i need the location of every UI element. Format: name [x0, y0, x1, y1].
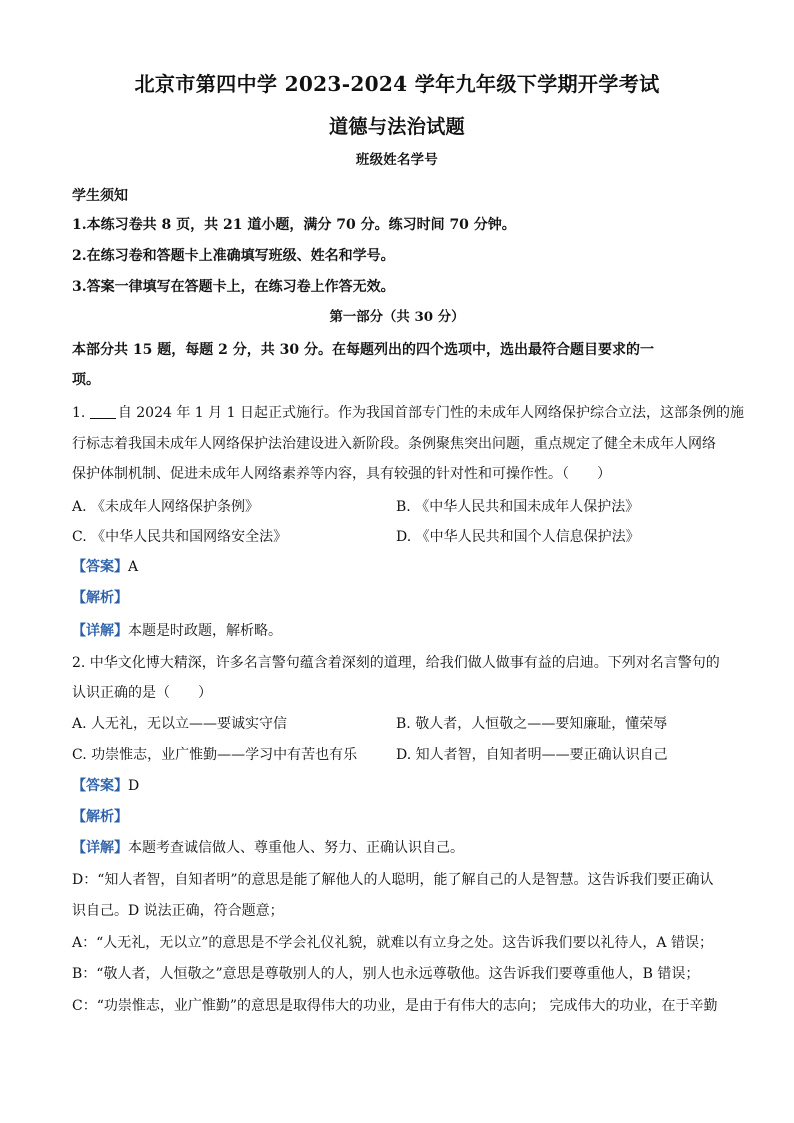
detail-tag: 【详解】: [72, 623, 128, 639]
question-1-line: 行标志着我国未成年人网络保护法治建设进入新阶段。条例聚焦突出问题，重点规定了健全未成年人网络: [72, 436, 716, 452]
answer-value: D: [128, 778, 140, 794]
q2-option-c: C. 功崇惟志，业广惟勤——学习中有苦也有乐: [72, 747, 358, 763]
q1-answer: [72, 556, 732, 576]
q1-option-b: B. 《中华人民共和国未成年人保护法》: [396, 499, 640, 515]
notice-heading: 学生须知: [72, 188, 128, 204]
question-1-line: 自 2024 年 1 月 1 日起正式施行。作为我国首部专门性的未成年人网络保护综合立法，这部条例的施: [117, 405, 744, 421]
q2-detail: [72, 837, 732, 857]
question-1-line: 保护体制机制、促进未成年人网络素养等内容，具有较强的针对性和可操作性。（ ）: [72, 466, 611, 482]
q1-detail: [72, 620, 732, 640]
q2-explanation: D：“知人者智，自知者明”的意思是能了解他人的人聪明，能了解自己的人是智慧。这告诉我们要正确认: [72, 872, 714, 888]
answer-value: A: [128, 559, 139, 575]
q2-option-d: D. 知人者智，自知者明——要正确认识自己: [396, 747, 668, 763]
part-instructions: 本部分共 15 题，每题 2 分，共 30 分。在每题列出的四个选项中，选出最符合题目要求的一: [72, 342, 654, 358]
exam-subtitle: 道德与法治试题: [329, 115, 465, 138]
q2-analysis: [72, 806, 732, 826]
notice-item: 1.本练习卷共 8 页，共 21 道小题，满分 70 分。练习时间 70 分钟。: [72, 217, 516, 233]
q1-analysis: [72, 587, 732, 607]
answer-tag: 【答案】: [72, 778, 128, 794]
question-1-text: [72, 402, 744, 422]
q2-answer: [72, 775, 732, 795]
question-2-line: 认识正确的是（ ）: [72, 685, 212, 701]
detail-text: 本题是时政题，解析略。: [128, 623, 282, 639]
part-heading: 第一部分（共 30 分）: [329, 309, 465, 325]
q1-option-c: C. 《中华人民共和国网络安全法》: [72, 529, 288, 545]
q2-option-b: B. 敬人者，人恒敬之——要知廉耻，懂荣辱: [396, 716, 668, 732]
q2-explanation: B：“敬人者，人恒敬之”意思是尊敬别人的人，别人也永远尊敬他。这告诉我们要尊重他人，B 错误；: [72, 966, 700, 982]
question-2-line: 2. 中华文化博大精深，许多名言警句蕴含着深刻的道理，给我们做人做事有益的启迪。下列对名言警句的: [72, 655, 720, 671]
q2-explanation: A：“人无礼，无以立”的意思是不学会礼仪礼貌，就难以有立身之处。这告诉我们要以礼待人，A 错误；: [72, 935, 713, 951]
part-instructions: 项。: [72, 372, 100, 388]
notice-item: 3.答案一律填写在答题卡上，在练习卷上作答无效。: [72, 279, 395, 295]
q2-explanation: C：“功崇惟志，业广惟勤”的意思是取得伟大的功业，是由于有伟大的志向； 完成伟大的功业，在于辛勤: [72, 998, 718, 1014]
q1-option-d: D. 《中华人民共和国个人信息保护法》: [396, 529, 640, 545]
q2-option-a: A. 人无礼，无以立——要诚实守信: [72, 716, 288, 732]
detail-tag: 【详解】: [72, 840, 128, 856]
student-info-line: 班级姓名学号: [355, 152, 439, 168]
analysis-tag: 【解析】: [72, 590, 128, 606]
exam-title: 北京市第四中学 2023-2024 学年九年级下学期开学考试: [134, 72, 660, 96]
analysis-tag: 【解析】: [72, 809, 128, 825]
q1-option-a: A. 《未成年人网络保护条例》: [72, 499, 260, 515]
detail-text: 本题考查诚信做人、尊重他人、努力、正确认识自己。: [128, 840, 464, 856]
answer-blank: [90, 404, 116, 419]
question-1-number: 1.: [72, 405, 86, 421]
notice-item: 2.在练习卷和答题卡上准确填写班级、姓名和学号。: [72, 248, 395, 264]
answer-tag: 【答案】: [72, 559, 128, 575]
q2-explanation: 识自己。D 说法正确，符合题意；: [72, 903, 284, 919]
